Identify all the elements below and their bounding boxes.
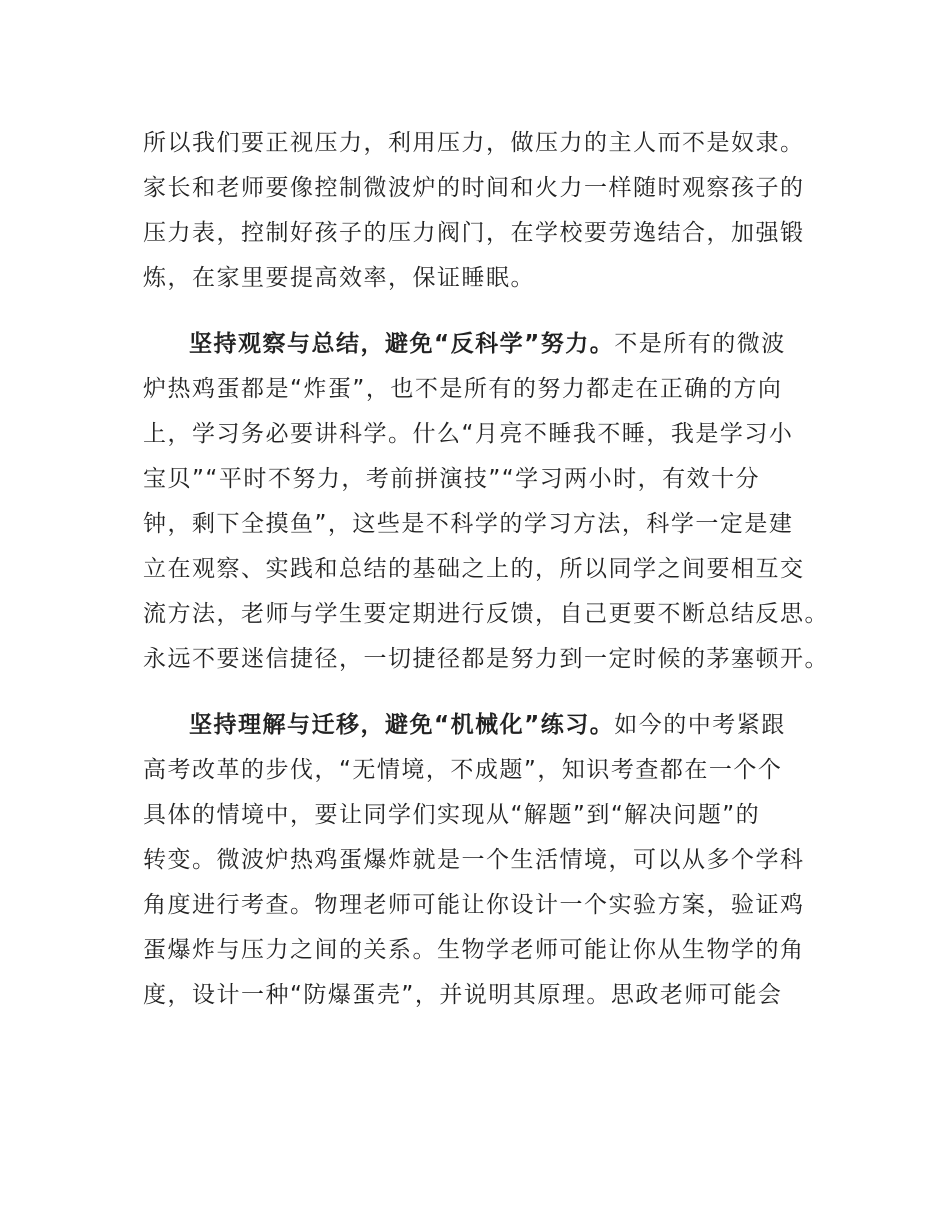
paragraph-observation [143, 322, 829, 682]
heading-line-rest: 不是所有的微波 [614, 331, 786, 357]
text-line: 具体的情境中，要让同学们实现从“解题”到“解决问题”的 [143, 802, 761, 828]
text-line: 转变。微波炉热鸡蛋爆炸就是一个生活情境，可以从多个学科 [143, 847, 805, 873]
text-line-first [143, 703, 815, 748]
section-heading: 坚持理解与迁移，避免“机械化”练习。 [189, 712, 615, 738]
text-line: 家长和老师要像控制微波炉的时间和火力一样随时观察孩子的 [143, 175, 805, 201]
text-line: 炼，在家里要提高效率，保证睡眠。 [143, 265, 535, 291]
text-line: 所以我们要正视压力，利用压力，做压力的主人而不是奴隶。 [143, 130, 805, 156]
text-line: 炉热鸡蛋都是“炸蛋”，也不是所有的努力都走在正确的方向 [143, 376, 783, 402]
text-line: 钟，剩下全摸鱼”，这些是不科学的学习方法，科学一定是建 [143, 511, 794, 537]
text-line: 角度进行考查。物理老师可能让你设计一个实验方案，验证鸡 [143, 892, 805, 918]
text-line: 度，设计一种“防爆蛋壳”，并说明其原理。思政老师可能会 [143, 982, 783, 1008]
text-line: 高考改革的步伐，“无情境，不成题”，知识考查都在一个个 [143, 757, 783, 783]
heading-line-rest: 如今的中考紧跟 [614, 712, 786, 738]
paragraph-pressure [143, 121, 815, 301]
text-line-first [143, 322, 815, 367]
text-line: 压力表，控制好孩子的压力阀门，在学校要劳逸结合，加强锻 [143, 220, 805, 246]
section-heading: 坚持观察与总结，避免“反科学”努力。 [189, 331, 615, 357]
text-line: 流方法，老师与学生要定期进行反馈，自己更要不断总结反思。 [143, 601, 829, 627]
text-line: 上，学习务必要讲科学。什么“月亮不睡我不睡，我是学习小 [143, 421, 794, 447]
text-line: 蛋爆炸与压力之间的关系。生物学老师可能让你从生物学的角 [143, 937, 805, 963]
document-body [143, 121, 829, 1039]
text-line: 永远不要迷信捷径，一切捷径都是努力到一定时候的茅塞顿开。 [143, 646, 829, 672]
paragraph-understanding [143, 703, 815, 1018]
text-line: 立在观察、实践和总结的基础之上的，所以同学之间要相互交 [143, 556, 805, 582]
text-line: 宝贝”“平时不努力，考前拼演技”“学习两小时，有效十分 [143, 466, 761, 492]
